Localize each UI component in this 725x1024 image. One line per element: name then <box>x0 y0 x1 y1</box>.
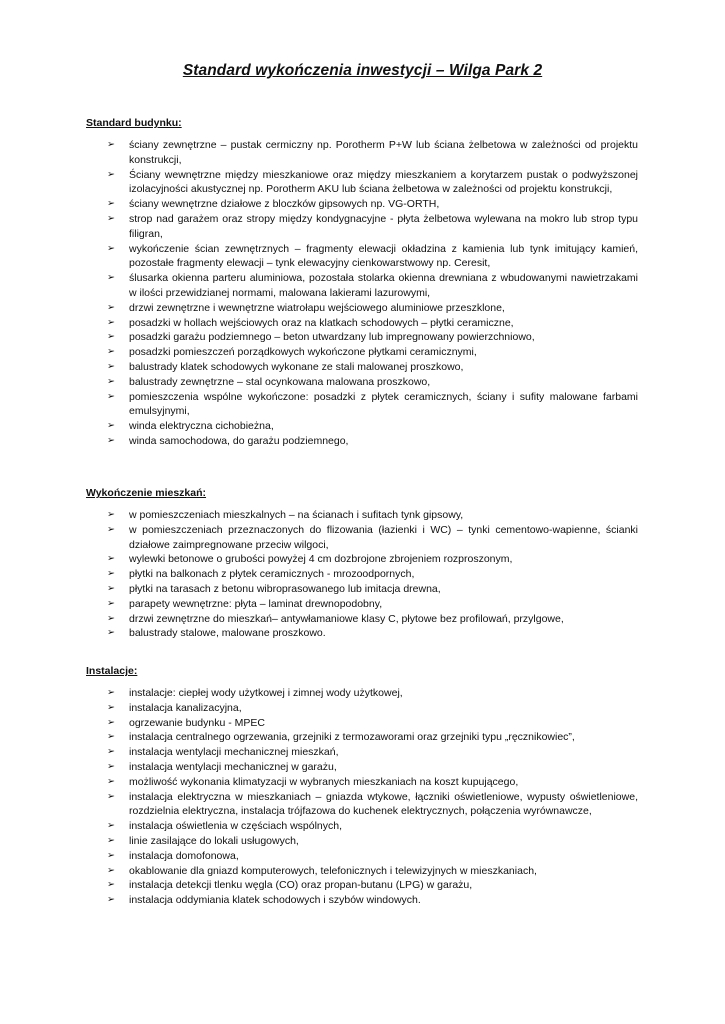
list-item <box>86 168 638 198</box>
list-item <box>86 626 638 641</box>
arrowhead-bullet-icon: ➢ <box>107 879 115 891</box>
list-item-text: balustrady zewnętrzne – stal ocynkowana malowana proszkowo, <box>129 375 431 388</box>
list-item <box>86 597 638 612</box>
list-item <box>86 390 638 420</box>
arrowhead-bullet-icon: ➢ <box>107 701 115 713</box>
list-item <box>86 434 638 449</box>
arrowhead-bullet-icon: ➢ <box>107 346 115 358</box>
list-item <box>86 567 638 582</box>
list-item-text: drzwi zewnętrzne i wewnętrzne wiatrołapu wejściowego aluminiowe przeszklone, <box>129 301 505 314</box>
list-item-text: instalacja oświetlenia w częściach wspólnych, <box>129 820 343 833</box>
list-item-text: instalacja oddymiania klatek schodowych i szybów windowych. <box>129 894 421 907</box>
arrowhead-bullet-icon: ➢ <box>107 331 115 343</box>
list-item <box>86 701 638 716</box>
list-item-text: wykończenie ścian zewnętrznych – fragmenty elewacji okładzina z kamienia lub tynk imitujący kamień, pozostałe fragmenty elewacji – tynk elewacyjny cienkowarstwowy np. Ceresit, <box>129 242 638 270</box>
arrowhead-bullet-icon: ➢ <box>107 420 115 432</box>
list-item <box>86 893 638 908</box>
list-item <box>86 301 638 316</box>
arrowhead-bullet-icon: ➢ <box>107 849 115 861</box>
list-item-text: ściany zewnętrzne – pustak cermiczny np. Porotherm P+W lub ściana żelbetowa w zależności od projektu konstrukcji, <box>129 139 638 166</box>
arrowhead-bullet-icon: ➢ <box>107 894 115 906</box>
list-item-text: okablowanie dla gniazd komputerowych, telefonicznych i telewizyjnych w mieszkaniach, <box>129 864 537 877</box>
list-item-text: wylewki betonowe o grubości powyżej 4 cm dozbrojone zbrojeniem rozproszonym, <box>129 553 513 566</box>
section-heading: Standard budynku: <box>86 117 182 129</box>
arrowhead-bullet-icon: ➢ <box>107 612 115 624</box>
list-item-text: parapety wewnętrzne: płyta – laminat drewnopodobny, <box>129 597 383 610</box>
list-item-text: balustrady klatek schodowych wykonane ze stali malowanej proszkowo, <box>129 360 464 373</box>
list-item-text: posadzki w hollach wejściowych oraz na klatkach schodowych – płytki ceramiczne, <box>129 316 514 329</box>
list-item <box>86 878 638 893</box>
arrowhead-bullet-icon: ➢ <box>107 597 115 609</box>
arrowhead-bullet-icon: ➢ <box>107 582 115 594</box>
list-item-text: ślusarka okienna parteru aluminiowa, pozostała stolarka okienna drewniana z wbudowanymi nawietrzakami w ilości przewidzianej normami, malowana lakierami lazurowymi, <box>129 272 638 299</box>
arrowhead-bullet-icon: ➢ <box>107 790 115 802</box>
list-item <box>86 775 638 790</box>
list-item-text: w pomieszczeniach przeznaczonych do flizowania (łazienki i WC) – tynki cementowo-wapienne, ścianki działowe zaimpregnowane przeciw wilgoci, <box>129 523 638 551</box>
arrowhead-bullet-icon: ➢ <box>107 568 115 580</box>
list-item <box>86 197 638 212</box>
list-item-text: ściany wewnętrzne działowe z bloczków gipsowych np. VG-ORTH, <box>129 198 440 211</box>
list-item <box>86 834 638 849</box>
list-item <box>86 760 638 775</box>
arrowhead-bullet-icon: ➢ <box>107 301 115 313</box>
list-item-text: instalacja centralnego ogrzewania, grzejniki z termozaworami oraz grzejniki typu „ręcznikowiec”, <box>129 731 575 744</box>
section-instalacje <box>86 664 638 908</box>
section-standard-budynku <box>86 116 638 449</box>
list-item <box>86 360 638 375</box>
list-item-text: instalacja wentylacji mechanicznej mieszkań, <box>129 746 339 759</box>
bullet-list <box>86 508 638 641</box>
list-item-text: posadzki pomieszczeń porządkowych wykończone płytkami ceramicznymi, <box>129 346 477 359</box>
list-item <box>86 316 638 331</box>
section-wykonczenie-mieszkan <box>86 486 638 641</box>
list-item <box>86 849 638 864</box>
bullet-list <box>86 138 638 449</box>
list-item-text: balustrady stalowe, malowane proszkowo. <box>129 627 326 640</box>
arrowhead-bullet-icon: ➢ <box>107 746 115 758</box>
arrowhead-bullet-icon: ➢ <box>107 716 115 728</box>
list-item-text: instalacje: ciepłej wody użytkowej i zimnej wody użytkowej, <box>129 687 403 699</box>
section-heading: Instalacje: <box>86 665 138 677</box>
arrowhead-bullet-icon: ➢ <box>107 523 115 535</box>
arrowhead-bullet-icon: ➢ <box>107 760 115 772</box>
arrowhead-bullet-icon: ➢ <box>107 198 115 210</box>
arrowhead-bullet-icon: ➢ <box>107 731 115 743</box>
arrowhead-bullet-icon: ➢ <box>107 627 115 639</box>
list-item <box>86 419 638 434</box>
arrowhead-bullet-icon: ➢ <box>107 139 115 150</box>
list-item <box>86 582 638 597</box>
list-item <box>86 330 638 345</box>
list-item <box>86 508 638 523</box>
page-title: Standard wykończenia inwestycji – Wilga Park 2 <box>182 62 543 79</box>
list-item-text: ogrzewanie budynku - MPEC <box>129 716 265 729</box>
arrowhead-bullet-icon: ➢ <box>107 242 115 254</box>
section-heading: Wykończenie mieszkań: <box>86 487 207 499</box>
bullet-list <box>86 686 638 908</box>
list-item <box>86 345 638 360</box>
arrowhead-bullet-icon: ➢ <box>107 775 115 787</box>
list-item-text: instalacja elektryczna w mieszkaniach – gniazda wtykowe, łączniki oświetleniowe, wypusty oświetleniowe, rozdzielnia elektryczna, instalacja trójfazowa do kuchenek elektrycznych, połączenia wyrównawcze, <box>129 790 638 818</box>
list-item-text: Ściany wewnętrzne między mieszkaniowe oraz między mieszkaniem a korytarzem pustak o podwyższonej izolacyjności akustycznej np. Porotherm AKU lub ściana żelbetowa w zależności od projektu konstrukcji, <box>129 168 638 196</box>
arrowhead-bullet-icon: ➢ <box>107 168 115 180</box>
list-item <box>86 730 638 745</box>
list-item-text: instalacja domofonowa, <box>129 849 239 862</box>
list-item <box>86 212 638 242</box>
list-item <box>86 864 638 879</box>
list-item <box>86 612 638 627</box>
list-item-text: instalacja wentylacji mechanicznej w garażu, <box>129 760 337 773</box>
list-item-text: pomieszczenia wspólne wykończone: posadzki z płytek ceramicznych, ściany i sufity malowane farbami emulsyjnymi, <box>129 390 638 418</box>
arrowhead-bullet-icon: ➢ <box>107 360 115 372</box>
list-item-text: w pomieszczeniach mieszkalnych – na ścianach i sufitach tynk gipsowy, <box>129 509 464 521</box>
list-item <box>86 138 638 168</box>
list-item-text: strop nad garażem oraz stropy między kondygnacyjne - płyta żelbetowa wylewana na mokro lub strop typu filigran, <box>129 212 638 240</box>
list-item <box>86 686 638 701</box>
list-item-text: winda samochodowa, do garażu podziemnego, <box>129 434 349 447</box>
arrowhead-bullet-icon: ➢ <box>107 272 115 284</box>
list-item-text: instalacja kanalizacyjna, <box>129 701 242 714</box>
list-item-text: możliwość wykonania klimatyzacji w wybranych mieszkaniach na koszt kupującego, <box>129 775 519 788</box>
arrowhead-bullet-icon: ➢ <box>107 375 115 387</box>
list-item <box>86 790 638 820</box>
arrowhead-bullet-icon: ➢ <box>107 434 115 446</box>
arrowhead-bullet-icon: ➢ <box>107 687 115 698</box>
list-item <box>86 716 638 731</box>
list-item <box>86 552 638 567</box>
list-item <box>86 819 638 834</box>
arrowhead-bullet-icon: ➢ <box>107 390 115 402</box>
list-item-text: posadzki garażu podziemnego – beton utwardzany lub impregnowany powierzchniowo, <box>129 331 535 344</box>
list-item-text: płytki na balkonach z płytek ceramicznych - mrozoodpornych, <box>129 568 415 581</box>
list-item-text: linie zasilające do lokali usługowych, <box>129 834 299 847</box>
arrowhead-bullet-icon: ➢ <box>107 864 115 876</box>
list-item <box>86 745 638 760</box>
list-item-text: instalacja detekcji tlenku węgla (CO) oraz propan-butanu (LPG) w garażu, <box>129 879 473 892</box>
list-item <box>86 523 638 553</box>
list-item-text: drzwi zewnętrzne do mieszkań– antywłamaniowe klasy C, płytowe bez profilowań, przylgowe, <box>129 612 564 625</box>
list-item <box>86 242 638 272</box>
arrowhead-bullet-icon: ➢ <box>107 834 115 846</box>
arrowhead-bullet-icon: ➢ <box>107 553 115 565</box>
list-item <box>86 271 638 301</box>
list-item-text: winda elektryczna cichobieżna, <box>129 420 274 433</box>
list-item <box>86 375 638 390</box>
arrowhead-bullet-icon: ➢ <box>107 820 115 832</box>
arrowhead-bullet-icon: ➢ <box>107 509 115 520</box>
arrowhead-bullet-icon: ➢ <box>107 212 115 224</box>
list-item-text: płytki na tarasach z betonu wibroprasowanego lub imitacja drewna, <box>129 582 441 595</box>
arrowhead-bullet-icon: ➢ <box>107 316 115 328</box>
